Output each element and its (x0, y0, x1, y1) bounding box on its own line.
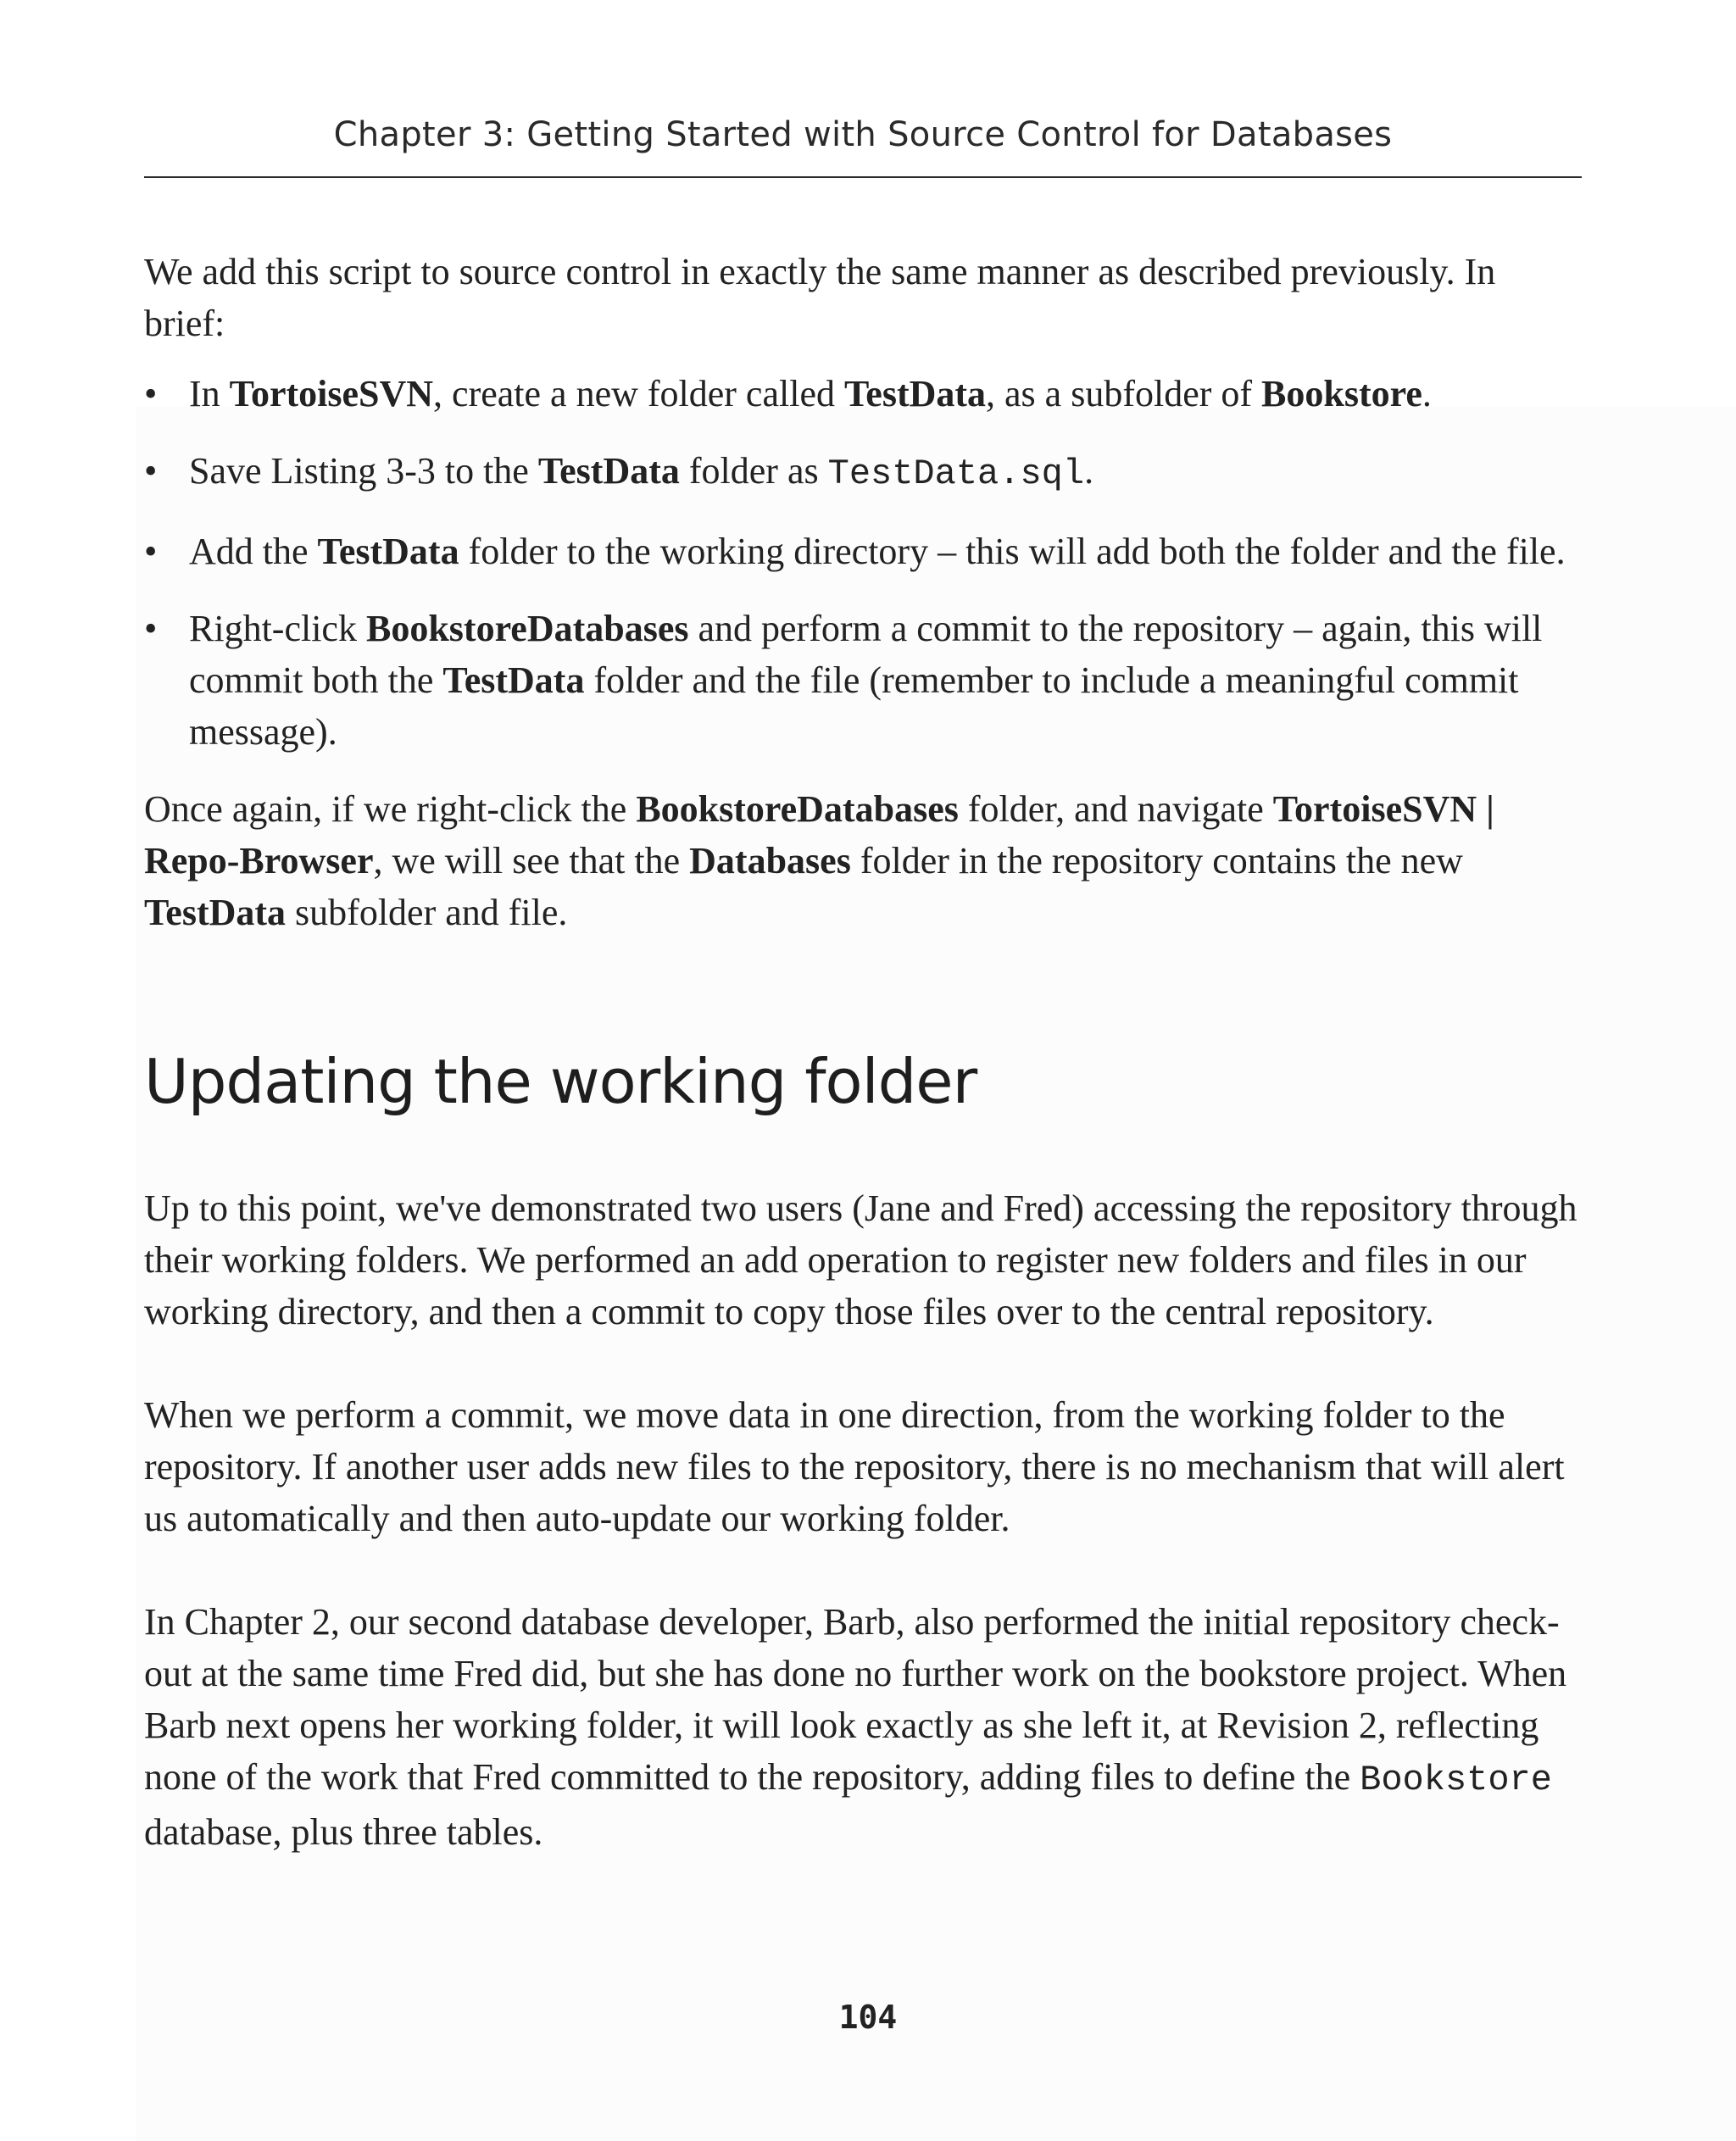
followup-bold: TestData (144, 892, 287, 933)
bullet-icon: • (144, 373, 158, 414)
step-text: Add the (189, 531, 318, 572)
page-number: 104 (838, 1999, 898, 2036)
step-text: , as a subfolder of (986, 373, 1262, 414)
followup-bold: BookstoreDatabases (636, 788, 959, 830)
step-bold: TestData (537, 450, 680, 492)
steps-list (144, 368, 1585, 758)
followup-bold: TortoiseSVN | Repo-Browser (144, 788, 1494, 881)
step-bold: BookstoreDatabases (365, 608, 689, 649)
page-body (144, 246, 1585, 1858)
step-text: folder as (679, 450, 828, 492)
paragraph-text: database, plus three tables. (144, 1811, 543, 1853)
followup-bold: Databases (689, 840, 851, 881)
section-paragraph-2: When we perform a commit, we move data in one direction, from the working folder to the repository. If another user adds new files to the repository, there is no mechanism that will alert us automatically and then auto-update our working folder. (144, 1394, 1565, 1539)
step-text: . (1084, 450, 1094, 492)
followup-text: folder in the repository contains the new (850, 840, 1463, 881)
step-text: Save Listing 3-3 to the (189, 450, 538, 492)
step-bold: TestData (317, 531, 459, 572)
list-item (144, 603, 1585, 758)
section-heading: Updating the working folder (144, 1046, 977, 1117)
step-text: and perform a commit to the repository – again, this will commit both the (189, 608, 1543, 701)
step-text: folder to the working directory – this will add both the folder and the file. (459, 531, 1566, 572)
list-item (144, 526, 1585, 577)
followup-paragraph (144, 783, 1585, 938)
paragraph-text: In Chapter 2, our second database developer, Barb, also performed the initial repository check-out at the same time Fred did, but she has done no further work on the bookstore project. When Barb next opens her working folder, it will look exactly as she left it, at Revision 2, reflecting none of the work that Fred committed to the repository, adding files to define the (144, 1601, 1567, 1798)
step-text: folder and the file (remember to include a meaningful commit message). (189, 659, 1519, 753)
step-text: . (1422, 373, 1432, 414)
bullet-icon: • (144, 450, 158, 492)
followup-text: Once again, if we right-click the (144, 788, 637, 830)
section-paragraph-1: Up to this point, we've demonstrated two users (Jane and Fred) accessing the repository through their working folders. We performed an add operation to register new folders and files in our working directory, and then a commit to copy those files over to the central repository. (144, 1187, 1577, 1332)
header-rule (144, 176, 1582, 178)
followup-text: subfolder and file. (286, 892, 568, 933)
step-bold: TestData (442, 659, 585, 701)
step-bold: TortoiseSVN (229, 373, 434, 414)
list-item (144, 445, 1585, 500)
followup-text: folder, and navigate (958, 788, 1273, 830)
followup-text: , we will see that the (373, 840, 690, 881)
inline-code: Bookstore (1360, 1760, 1552, 1800)
intro-paragraph: We add this script to source control in exactly the same manner as described previously. In brief: (144, 251, 1496, 344)
running-header: Chapter 3: Getting Started with Source Control for Databases (333, 115, 1393, 154)
step-text: In (189, 373, 230, 414)
step-text: , create a new folder called (433, 373, 844, 414)
step-code: TestData.sql (827, 453, 1085, 494)
bullet-icon: • (144, 608, 158, 649)
list-item (144, 368, 1585, 420)
section-paragraph-3 (144, 1596, 1585, 1858)
bullet-icon: • (144, 531, 158, 572)
step-bold: TestData (843, 373, 987, 414)
step-bold: Bookstore (1261, 373, 1422, 414)
step-text: Right-click (189, 608, 366, 649)
